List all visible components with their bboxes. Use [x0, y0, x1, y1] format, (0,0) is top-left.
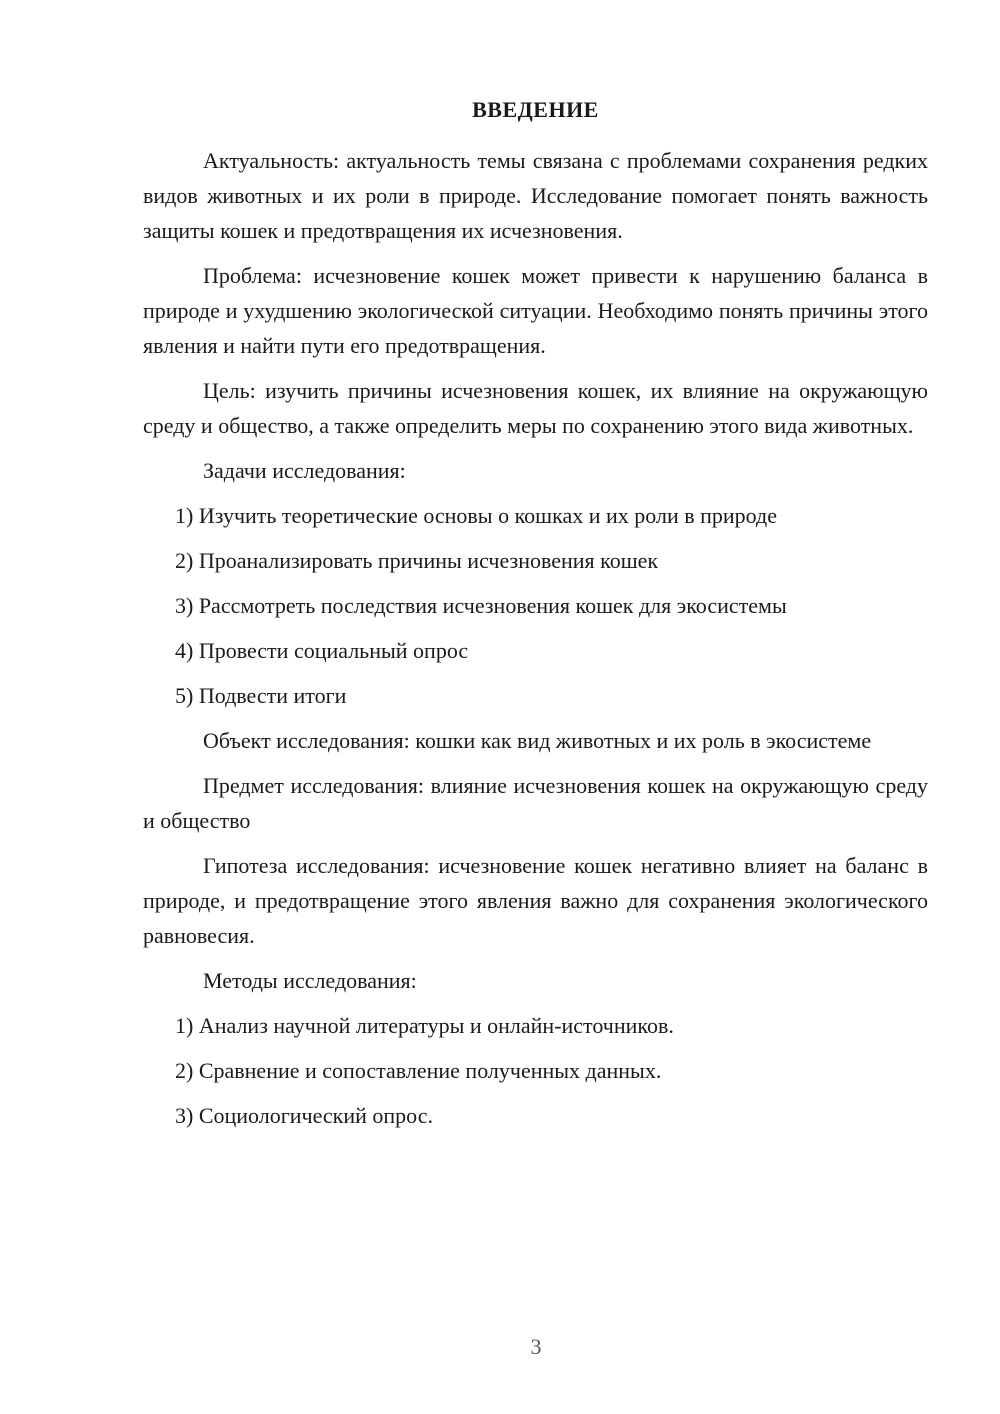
- tasks-list: [143, 498, 928, 713]
- method-item: 2) Сравнение и сопоставление полученных данных.: [175, 1058, 662, 1083]
- problem-paragraph: Проблема: исчезновение кошек может привести к нарушению баланса в природе и ухудшению экологической ситуации. Необходимо понять причины этого явления и найти пути его предотвращения.: [143, 263, 928, 358]
- tasks-label: Задачи исследования:: [203, 458, 406, 483]
- methods-list: [143, 1008, 928, 1133]
- task-item: 4) Провести социальный опрос: [175, 638, 469, 663]
- task-item: 5) Подвести итоги: [175, 683, 347, 708]
- methods-label: Методы исследования:: [203, 968, 417, 993]
- task-item: 2) Проанализировать причины исчезновения кошек: [175, 548, 659, 573]
- subject-paragraph: Предмет исследования: влияние исчезновения кошек на окружающую среду и общество: [143, 773, 928, 833]
- document-page: [143, 95, 928, 1143]
- method-item: 1) Анализ научной литературы и онлайн-источников.: [175, 1013, 674, 1038]
- hypothesis-paragraph: Гипотеза исследования: исчезновение кошек негативно влияет на баланс в природе, и предотвращение этого явления важно для сохранения экологического равновесия.: [143, 853, 928, 948]
- object-paragraph: Объект исследования: кошки как вид животных и их роль в экосистеме: [203, 728, 872, 753]
- goal-paragraph: Цель: изучить причины исчезновения кошек, их влияние на окружающую среду и общество, а также определить меры по сохранению этого вида животных.: [143, 378, 928, 438]
- method-item: 3) Социологический опрос.: [175, 1103, 433, 1128]
- task-item: 3) Рассмотреть последствия исчезновения кошек для экосистемы: [175, 593, 787, 618]
- page-title: ВВЕДЕНИЕ: [472, 97, 599, 122]
- page-number: 3: [530, 1334, 542, 1359]
- relevance-paragraph: Актуальность: актуальность темы связана с проблемами сохранения редких видов животных и их роли в природе. Исследование помогает понять важность защиты кошек и предотвращения их исчезновения.: [143, 148, 928, 243]
- task-item: 1) Изучить теоретические основы о кошках и их роли в природе: [175, 503, 777, 528]
